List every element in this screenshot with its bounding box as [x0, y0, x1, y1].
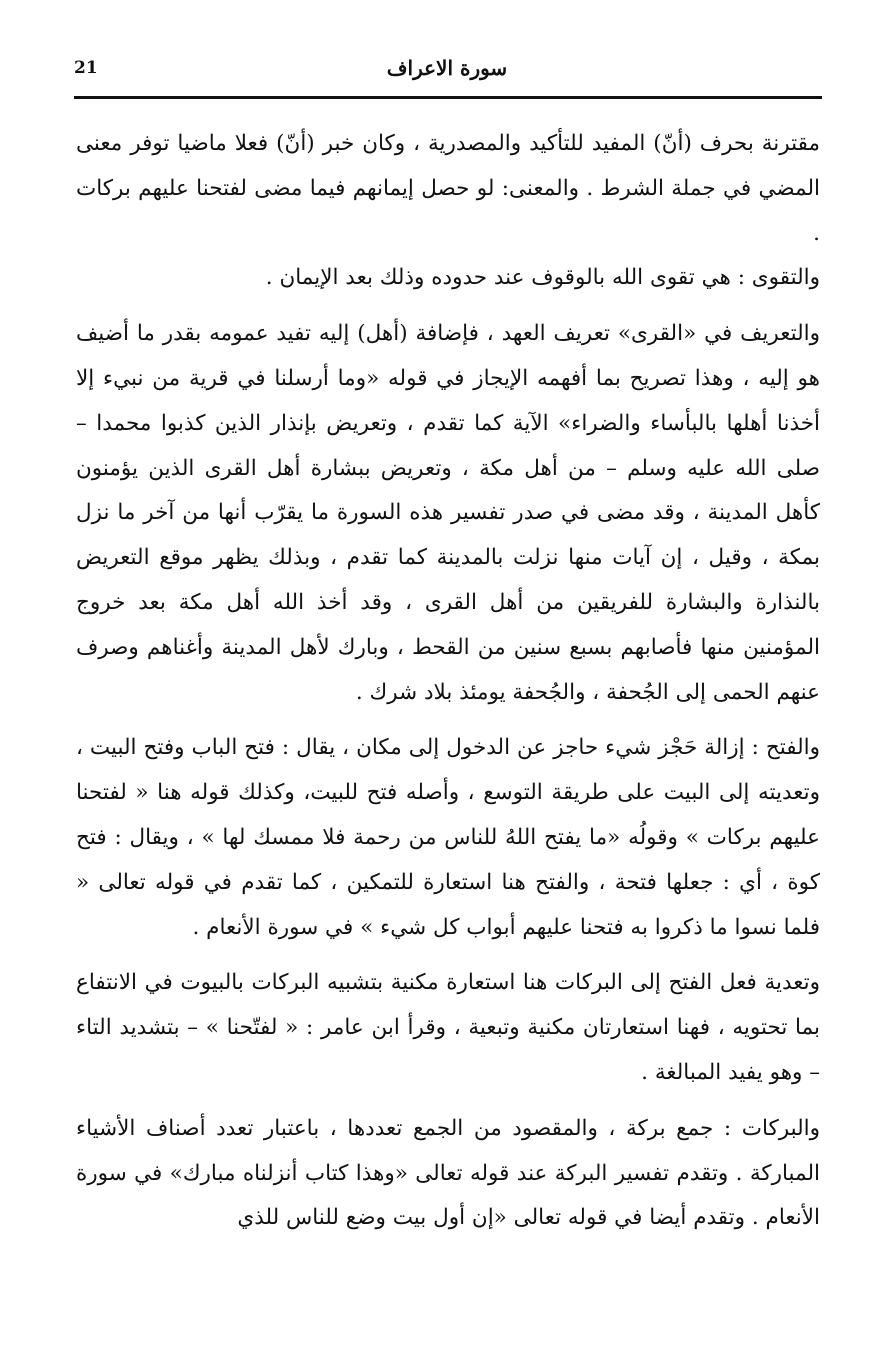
page-body	[76, 122, 820, 1241]
paragraph-2: والتقوى : هي تقوى الله بالوقوف عند حدوده وذلك بعد الإيمان .	[265, 265, 820, 291]
page-header	[74, 56, 820, 86]
page-number: 21	[74, 58, 98, 78]
paragraph-6: والبركات : جمع بركة ، والمقصود من الجمع تعددها ، باعتبار تعدد أصناف الأشياء المباركة . وتقدم تفسير البركة عند قوله تعالى «وهذا كتاب أنزلناه مبارك» في سورة الأنعام . وتقدم أيضا في قوله تعالى «إن أول بيت وضع للناس للذي	[76, 1115, 820, 1231]
paragraph-1: مقترنة بحرف (أنّ) المفيد للتأكيد والمصدرية ، وكان خبر (أنّ) فعلا ماضيا توفر معنى المضي في جملة الشرط . والمعنى: لو حصل إيمانهم فيما مضى لفتحنا عليهم بركات .	[76, 131, 820, 246]
paragraph-5: وتعدية فعل الفتح إلى البركات هنا استعارة مكنية بتشبيه البركات بالبيوت في الانتفاع بما تحتويه ، فهنا استعارتان مكنية وتبعية ، وقرأ ابن عامر : « لفتّحنا » – بتشديد التاء – وهو يفيد المبالغة .	[76, 970, 820, 1085]
running-title: سورة الاعراف	[386, 56, 508, 80]
paragraph-3: والتعريف في «القرى» تعريف العهد ، فإضافة (أهل) إليه تفيد عمومه بقدر ما أضيف هو إليه ، وهذا تصريح بما أفهمه الإيجاز في قوله «وما أرسلنا في قرية من نبيء إلا أخذنا أهلها بالبأساء والضراء» الآية كما تقدم ، وتعريض بإنذار الذين كذبوا محمدا – صلى الله عليه وسلم – من أهل مكة ، وتعريض ببشارة أهل القرى الذين يؤمنون كأهل المدينة ، وقد مضى في صدر تفسير هذه السورة ما يقرّب أنها من آخر ما نزل بمكة ، وقيل ، إن آيات منها نزلت بالمدينة كما تقدم ، وبذلك يظهر موقع التعريض بالنذارة والبشارة للفريقين من أهل القرى ، وقد أخذ الله أهل مكة بعد خروج المؤمنين منها فأصابهم بسبع سنين من القحط ، وبارك لأهل المدينة وأغناهم وصرف عنهم الحمى إلى الجُحفة ، والجُحفة يومئذ بلاد شرك .	[76, 321, 820, 705]
header-rule	[74, 96, 822, 99]
paragraph-4: والفتح : إزالة حَجْز شيء حاجز عن الدخول إلى مكان ، يقال : فتح الباب وفتح البيت ، وتعديته إلى البيت على طريقة التوسع ، وأصله فتح للبيت، وكذلك قوله هنا « لفتحنا عليهم بركات » وقولُه «ما يفتح اللهُ للناس من رحمة فلا ممسك لها » ، ويقال : فتح كوة ، أي : جعلها فتحة ، والفتح هنا استعارة للتمكين ، كما تقدم في قوله تعالى « فلما نسوا ما ذكروا به فتحنا عليهم أبواب كل شيء » في سورة الأنعام .	[76, 735, 820, 940]
